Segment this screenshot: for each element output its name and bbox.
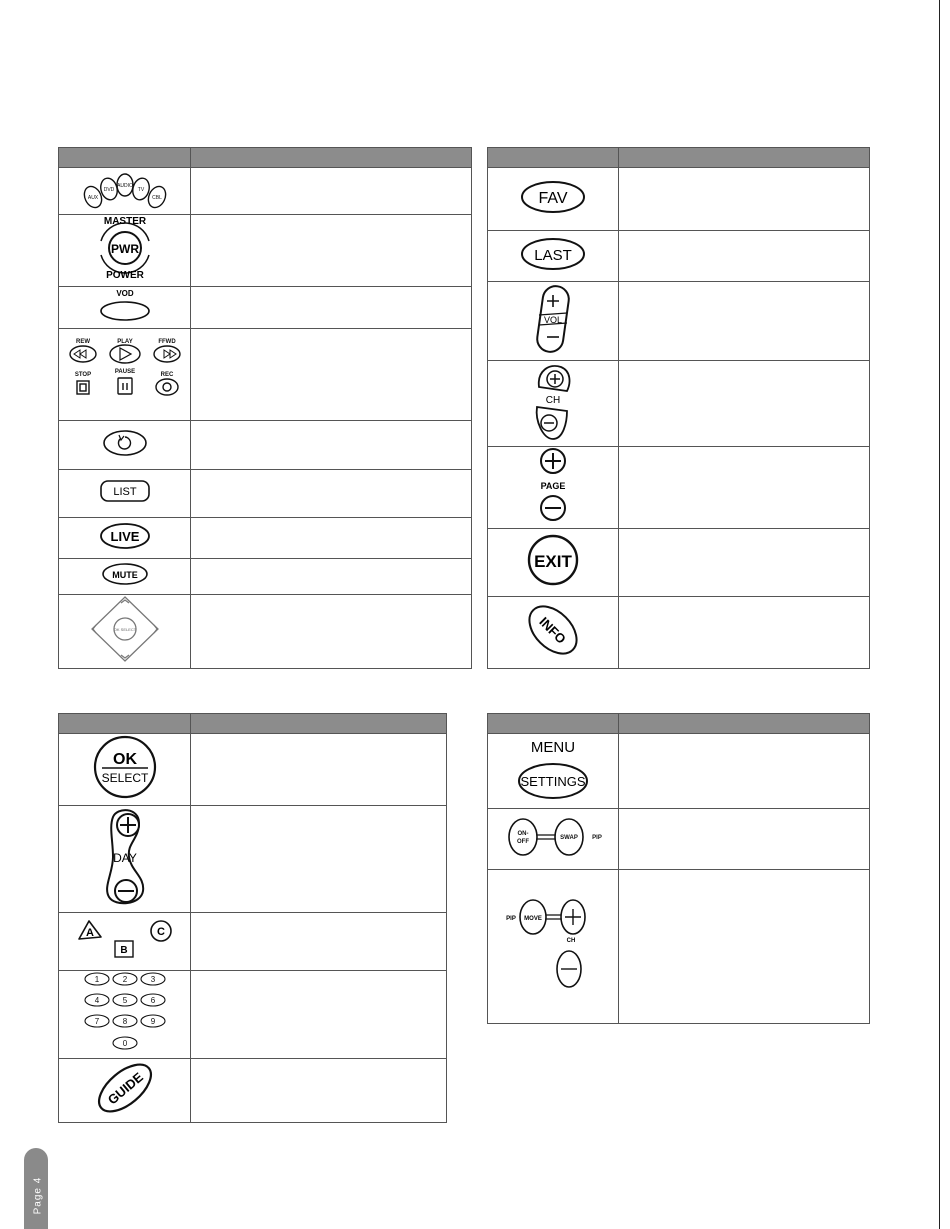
page-number-tab <box>24 1148 48 1229</box>
number-keypad-icon <box>80 971 170 1053</box>
svg-text:MUTE: MUTE <box>111 570 138 580</box>
svg-text:LAST: LAST <box>534 246 572 264</box>
channel-rocker-icon <box>531 361 575 441</box>
svg-text:EXIT: EXIT <box>534 552 572 571</box>
key-table-top-left <box>58 147 472 669</box>
icon-cell <box>488 809 619 870</box>
svg-text:2: 2 <box>122 975 127 984</box>
fav-button-icon <box>518 179 588 215</box>
description-cell <box>191 559 472 595</box>
description-cell <box>619 282 870 361</box>
table-row <box>59 806 447 913</box>
table-row <box>488 231 870 282</box>
svg-text:ON-: ON- <box>517 830 529 837</box>
icon-cell <box>59 734 191 806</box>
description-cell <box>619 361 870 447</box>
svg-text:3: 3 <box>150 975 155 984</box>
svg-text:7: 7 <box>94 1017 99 1026</box>
icon-cell <box>59 595 191 669</box>
icon-cell <box>488 529 619 597</box>
svg-text:SETTINGS: SETTINGS <box>520 773 586 789</box>
table-row <box>59 518 472 559</box>
info-button-icon <box>523 597 583 663</box>
svg-text:PIP: PIP <box>592 834 602 841</box>
svg-text:PAGE: PAGE <box>540 481 566 491</box>
header-description-cell <box>191 148 472 168</box>
svg-text:DVD: DVD <box>103 186 114 193</box>
svg-text:0: 0 <box>122 1039 127 1048</box>
svg-text:CH: CH <box>545 395 561 406</box>
description-cell <box>191 329 472 421</box>
svg-text:REC: REC <box>160 372 173 378</box>
icon-cell <box>59 559 191 595</box>
svg-text:STOP: STOP <box>74 372 91 378</box>
description-cell <box>191 421 472 470</box>
table-row <box>59 421 472 470</box>
svg-text:CH: CH <box>566 938 576 944</box>
svg-text:1: 1 <box>94 975 99 984</box>
svg-text:INFO: INFO <box>536 614 569 647</box>
svg-text:AUDIO: AUDIO <box>116 182 133 189</box>
volume-rocker-icon <box>533 283 573 355</box>
pip-move-channel-icon <box>503 896 603 992</box>
svg-text:SWAP: SWAP <box>560 834 578 841</box>
description-cell <box>619 809 870 870</box>
svg-text:REW: REW <box>75 339 90 345</box>
description-cell <box>619 168 870 231</box>
svg-text:POWER: POWER <box>105 270 144 281</box>
description-cell <box>191 215 472 287</box>
description-cell <box>191 1059 447 1123</box>
guide-button-icon <box>91 1059 159 1117</box>
icon-cell <box>59 470 191 518</box>
svg-text:SELECT: SELECT <box>101 771 148 785</box>
table-row <box>59 287 472 329</box>
description-cell <box>619 870 870 1024</box>
svg-text:AUX: AUX <box>87 194 98 201</box>
icon-cell <box>488 734 619 809</box>
table-row <box>488 168 870 231</box>
svg-text:MENU: MENU <box>530 738 576 756</box>
table-row <box>488 597 870 669</box>
header-description-cell <box>619 714 870 734</box>
table-row <box>59 215 472 287</box>
svg-text:LIST: LIST <box>112 486 137 498</box>
table-row <box>59 329 472 421</box>
transport-controls-icon <box>67 336 183 408</box>
svg-text:OK SELECT: OK SELECT <box>113 627 136 632</box>
svg-text:PWR: PWR <box>110 242 139 256</box>
table-row <box>59 913 447 971</box>
description-cell <box>191 470 472 518</box>
table-row <box>488 361 870 447</box>
table-row <box>59 559 472 595</box>
table-row <box>488 809 870 870</box>
table-row <box>59 168 472 215</box>
icon-cell <box>488 597 619 669</box>
table-header <box>59 148 472 168</box>
svg-text:MOVE: MOVE <box>524 916 542 922</box>
table-row <box>59 595 472 669</box>
abc-buttons-icon <box>75 917 175 961</box>
last-button-icon <box>518 236 588 272</box>
table-row <box>59 971 447 1059</box>
header-key-cell <box>59 714 191 734</box>
description-cell <box>191 971 447 1059</box>
page-number-label: Page 4 <box>32 1176 44 1215</box>
description-cell <box>191 168 472 215</box>
pip-on-off-swap-icon <box>497 815 609 859</box>
key-table-bottom-right <box>487 713 870 1024</box>
master-power-icon <box>87 215 163 281</box>
svg-text:GUIDE: GUIDE <box>104 1069 146 1108</box>
icon-cell <box>59 971 191 1059</box>
navigation-pad-icon <box>90 595 160 663</box>
svg-text:OFF: OFF <box>517 838 529 845</box>
svg-text:OK: OK <box>112 751 137 768</box>
replay-icon <box>100 428 150 458</box>
svg-text:MASTER: MASTER <box>103 216 146 227</box>
table-row <box>488 734 870 809</box>
svg-text:FFWD: FFWD <box>157 339 176 345</box>
svg-text:B: B <box>119 945 128 956</box>
key-table-top-right <box>487 147 870 669</box>
svg-text:VOD: VOD <box>115 289 134 298</box>
page-edge-rule <box>939 0 940 1229</box>
ok-select-button-icon <box>92 734 158 800</box>
svg-text:DAY: DAY <box>112 850 137 865</box>
table-row <box>488 282 870 361</box>
table-row <box>59 734 447 806</box>
description-cell <box>619 447 870 529</box>
menu-settings-button-icon <box>513 735 593 803</box>
svg-text:PIP: PIP <box>506 916 516 922</box>
icon-cell <box>488 282 619 361</box>
icon-cell <box>59 215 191 287</box>
svg-text:FAV: FAV <box>538 189 568 207</box>
table-row <box>59 470 472 518</box>
svg-text:PLAY: PLAY <box>116 339 133 345</box>
svg-text:5: 5 <box>122 996 127 1005</box>
table-header <box>488 714 870 734</box>
exit-button-icon <box>525 530 581 590</box>
table-row <box>488 447 870 529</box>
table-row <box>59 1059 447 1123</box>
svg-text:LIVE: LIVE <box>110 528 139 544</box>
table-row <box>488 870 870 1024</box>
icon-cell <box>59 518 191 559</box>
svg-text:9: 9 <box>150 1017 155 1026</box>
table-header <box>488 148 870 168</box>
header-description-cell <box>191 714 447 734</box>
svg-text:6: 6 <box>150 996 155 1005</box>
svg-text:CBL: CBL <box>151 194 162 201</box>
svg-text:PAUSE: PAUSE <box>114 369 135 375</box>
icon-cell <box>59 806 191 913</box>
icon-cell <box>488 447 619 529</box>
description-cell <box>191 913 447 971</box>
icon-cell <box>59 421 191 470</box>
description-cell <box>619 231 870 282</box>
mute-button-icon <box>99 561 151 587</box>
icon-cell <box>488 231 619 282</box>
header-key-cell <box>488 148 619 168</box>
icon-cell <box>59 329 191 421</box>
mode-buttons-icon <box>83 169 167 209</box>
page-buttons-icon <box>533 447 573 523</box>
key-table-bottom-left <box>58 713 447 1123</box>
svg-text:8: 8 <box>122 1017 127 1026</box>
description-cell <box>619 734 870 809</box>
description-cell <box>191 518 472 559</box>
svg-text:VOL: VOL <box>543 314 563 325</box>
table-row <box>488 529 870 597</box>
header-key-cell <box>59 148 191 168</box>
list-button-icon <box>97 477 153 505</box>
icon-cell <box>59 287 191 329</box>
description-cell <box>191 287 472 329</box>
svg-text:TV: TV <box>137 186 144 193</box>
table-header <box>59 714 447 734</box>
description-cell <box>619 597 870 669</box>
day-rocker-icon <box>95 807 155 907</box>
svg-text:C: C <box>156 926 165 938</box>
header-description-cell <box>619 148 870 168</box>
description-cell <box>191 734 447 806</box>
svg-text:A: A <box>85 927 94 939</box>
header-key-cell <box>488 714 619 734</box>
svg-text:4: 4 <box>94 996 99 1005</box>
description-cell <box>619 529 870 597</box>
icon-cell <box>59 913 191 971</box>
icon-cell <box>488 361 619 447</box>
vod-button-icon <box>95 287 155 323</box>
live-button-icon <box>97 521 153 551</box>
description-cell <box>191 595 472 669</box>
icon-cell <box>488 870 619 1024</box>
icon-cell <box>59 168 191 215</box>
description-cell <box>191 806 447 913</box>
icon-cell <box>59 1059 191 1123</box>
icon-cell <box>488 168 619 231</box>
